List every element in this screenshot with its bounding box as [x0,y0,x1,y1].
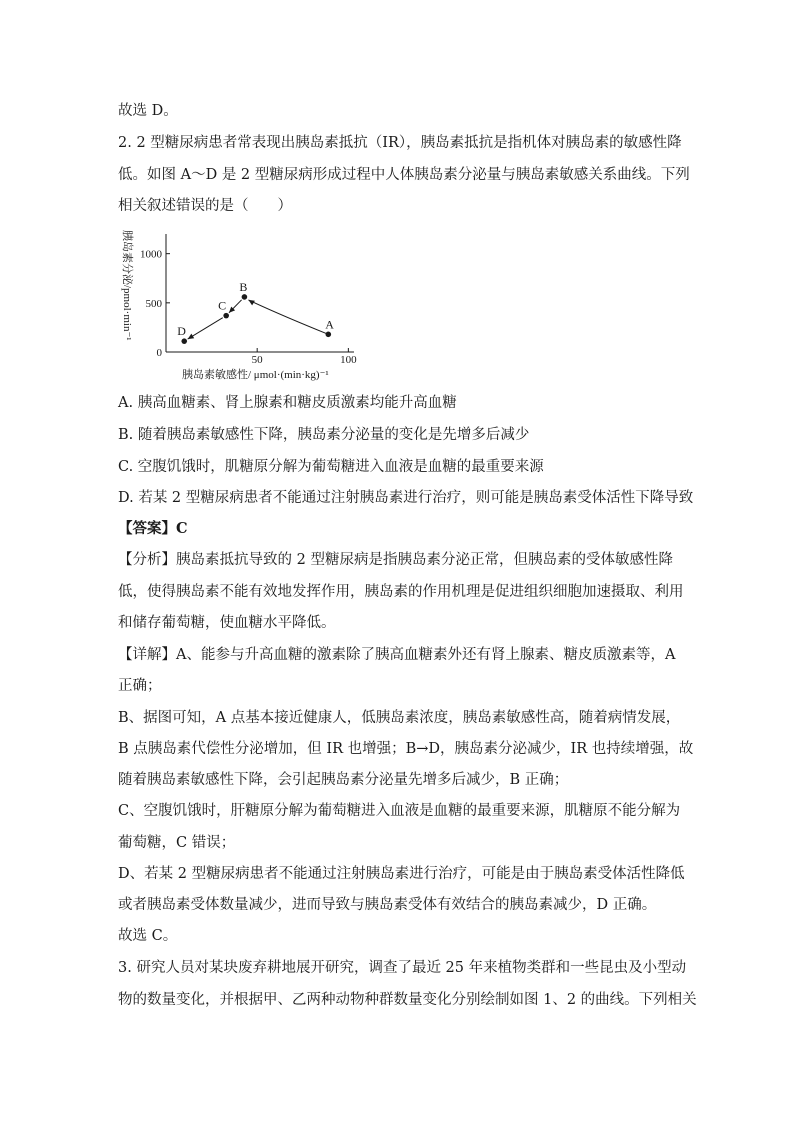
chart-curve-a-to-b [248,300,328,334]
x-tick-label: 50 [251,354,263,366]
detail-text: C、空腹饥饿时，肝糖原分解为葡萄糖进入血液是血糖的最重要来源，肌糖原不能分解为 [118,803,681,819]
question-3-text: 物的数量变化，并根据甲、乙两种动物种群数量变化分别绘制如图 1、2 的曲线。下列相关 [118,992,697,1008]
option-b: B. 随着胰岛素敏感性下降，胰岛素分泌量的变化是先增多后减少 [118,427,530,443]
text-line: 故选 C。 [118,928,178,944]
detail-text: 【详解】A、能参与升高血糖的激素除了胰高血糖素外还有肾上腺素、糖皮质激素等，A [118,647,676,663]
detail-text: 随着胰岛素敏感性下降，会引起胰岛素分泌量先增多后减少，B 正确； [118,772,569,788]
question-2-text: 低。如图 A～D 是 2 型糖尿病形成过程中人体胰岛素分泌量与胰岛素敏感关系曲线。下列 [118,167,690,183]
point-label-d: D [177,324,186,339]
arrow-c-to-d-head [188,334,195,339]
answer-label: 【答案】C [118,520,188,537]
y-tick-label: 1000 [140,248,162,261]
chart-y-axis-label: 胰岛素分泌/pmol·min⁻¹ [121,230,133,341]
point-label-c: C [218,298,227,313]
point-label-a: A [325,317,334,332]
point-d [181,338,187,344]
detail-text: 或者胰岛素受体数量减少，进而导致与胰岛素受体有效结合的胰岛素减少，D 正确。 [118,897,657,913]
insulin-chart [116,224,366,384]
point-c [223,313,229,319]
y-tick-label: 0 [156,347,162,359]
chart-x-axis-label: 胰岛素敏感性/ μmol·(min·kg)⁻¹ [182,369,329,381]
analysis-text: 【分析】胰岛素抵抗导致的 2 型糖尿病是指胰岛素分泌正常，但胰岛素的受体敏感性降 [118,552,673,568]
option-d: D. 若某 2 型糖尿病患者不能通过注射胰岛素进行治疗，则可能是胰岛素受体活性下降导致 [118,490,694,506]
question-3-text: 3. 研究人员对某块废弃耕地展开研究，调查了最近 25 年来植物类群和一些昆虫及小型动 [118,960,687,976]
point-label-b: B [239,279,248,294]
point-a [326,332,332,338]
option-a: A. 胰高血糖素、肾上腺素和糖皮质激素均能升高血糖 [118,395,457,411]
detail-text: B 点胰岛素代偿性分泌增加，但 IR 也增强；B→D，胰岛素分泌减少，IR 也持续增强，故 [118,741,694,757]
text-line: 故选 D。 [118,103,178,119]
question-2-text: 2. 2 型糖尿病患者常表现出胰岛素抵抗（IR），胰岛素抵抗是指机体对胰岛素的敏感性降 [118,135,682,151]
arrow-c-to-d [188,318,223,339]
detail-text: 正确； [118,678,162,694]
detail-text: D、若某 2 型糖尿病患者不能通过注射胰岛素进行治疗，可能是由于胰岛素受体活性降低 [118,866,685,882]
detail-text: 葡萄糖，C 错误； [118,835,236,851]
y-tick-label: 500 [145,297,162,310]
detail-text: B、据图可知，A 点基本接近健康人，低胰岛素浓度，胰岛素敏感性高，随着病情发展， [118,710,681,726]
point-b [242,294,248,300]
analysis-text: 低，使得胰岛素不能有效地发挥作用，胰岛素的作用机理是促进组织细胞加速摄取、利用 [118,584,684,600]
analysis-text: 和储存葡萄糖，使血糖水平降低。 [118,615,336,631]
x-tick-label: 100 [340,354,357,366]
question-2-text: 相关叙述错误的是（ ） [118,198,292,214]
option-c: C. 空腹饥饿时，肌糖原分解为葡萄糖进入血液是血糖的最重要来源 [118,459,544,475]
